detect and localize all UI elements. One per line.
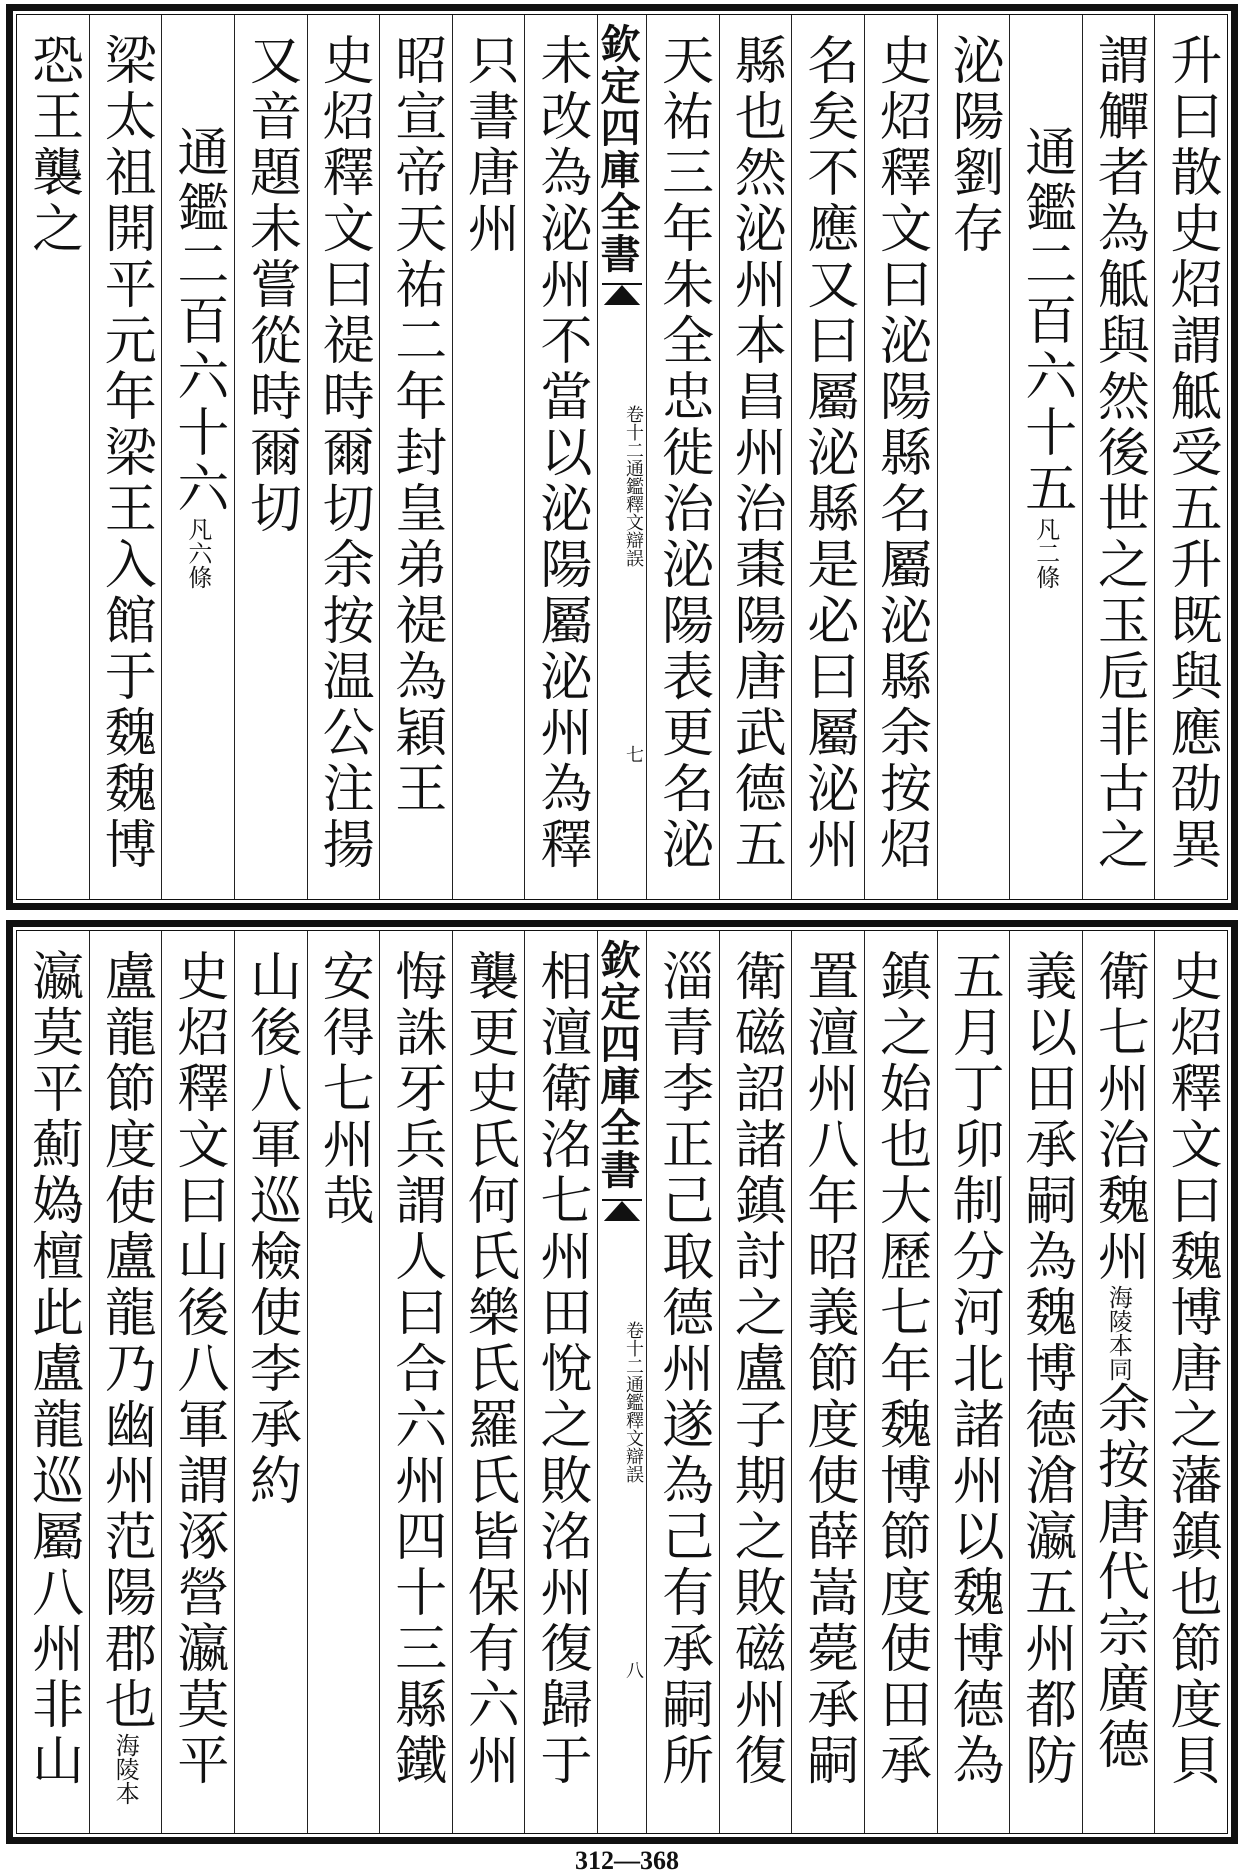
text-column: [1009, 931, 1082, 1833]
text-column: [719, 15, 792, 899]
column-text: 山後八軍巡檢使李承約: [240, 949, 301, 1509]
text-column: [524, 931, 597, 1833]
text-column: [379, 15, 452, 899]
gutter-book-title: 欽定四庫全書: [594, 23, 641, 275]
text-column: [307, 15, 380, 899]
text-column: [864, 931, 937, 1833]
column-text: 鎮之始也大歷七年魏博節度使田承: [870, 949, 931, 1789]
annotation-note: 海陵本: [111, 1733, 140, 1805]
text-column: [937, 931, 1010, 1833]
column-text: 梁太祖開平元年梁王入館于魏魏博: [95, 33, 156, 873]
column-text: 通鑑二百六十五: [1015, 125, 1076, 517]
text-column: [452, 931, 525, 1833]
column-text: 昭宣帝天祐二年封皇弟禔為穎王: [385, 33, 446, 817]
column-text: 謂觶者為觝與然後世之玉卮非古之: [1088, 33, 1149, 873]
column-text: 相澶衛洺七州田悅之敗洺州復歸于: [531, 949, 591, 1789]
text-column: [89, 15, 162, 899]
bottom-page: [6, 920, 1238, 1844]
column-text: 縣也然泌州本昌州治棗陽唐武德五: [725, 33, 786, 873]
column-text: 只書唐州: [458, 33, 519, 257]
column-text-tail: 余按唐代宗廣德: [1088, 1381, 1149, 1773]
text-column: [234, 931, 307, 1833]
annotation-note: 凡六條: [183, 517, 212, 589]
column-text: 安得七州哉: [313, 949, 374, 1229]
column-text: 通鑑二百六十六: [167, 125, 228, 517]
text-column: [17, 931, 89, 1833]
column-text: 泌陽劉存: [943, 33, 1004, 257]
text-column: [719, 931, 792, 1833]
column-text: 名矣不應又曰屬泌縣是必曰屬泌州: [797, 33, 858, 873]
column-text: 史炤釋文曰禔時爾切余按温公注揚: [313, 33, 374, 873]
column-text: 悔誅牙兵謂人曰合六州四十三縣鐵: [385, 949, 446, 1789]
column-text: 史炤釋文曰山後八軍謂涿營瀛莫平: [167, 949, 228, 1789]
text-column: [791, 931, 864, 1833]
text-column: [1082, 931, 1155, 1833]
column-text: 置澶州八年昭義節度使薛嵩薨承嗣: [797, 949, 858, 1789]
text-column: [17, 15, 89, 899]
center-gutter: [594, 15, 646, 899]
gutter-page-number: 八: [623, 1661, 644, 1679]
column-text: 未改為泌州不當以泌陽屬泌州為釋: [531, 33, 591, 873]
column-text: 義以田承嗣為魏博德滄瀛五州都防: [1015, 949, 1076, 1789]
gutter-book-title: 欽定四庫全書: [594, 939, 641, 1191]
column-text: 升曰散史炤謂觝受五升既與應劭異: [1161, 33, 1221, 873]
center-gutter: [594, 931, 646, 1833]
column-text: 史炤釋文曰魏博唐之藩鎮也節度貝: [1161, 949, 1221, 1789]
text-column: [234, 15, 307, 899]
gutter-subtitle: 卷十二通鑑釋文辯誤: [623, 1321, 644, 1483]
text-column: [864, 15, 937, 899]
annotation-note: 海陵本同: [1104, 1285, 1133, 1381]
text-column: [646, 931, 719, 1833]
column-text: 盧龍節度使盧龍乃幽州范陽郡也: [95, 949, 156, 1733]
text-column: [452, 15, 525, 899]
column-text: 五月丁卯制分河北諸州以魏博德為: [943, 949, 1004, 1789]
text-column: [307, 931, 380, 1833]
top-page-columns: [16, 14, 1228, 900]
column-text: 史炤釋文曰泌陽縣名屬泌縣余按炤: [870, 33, 931, 873]
text-column: [524, 15, 597, 899]
text-column: [646, 15, 719, 899]
text-column: [937, 15, 1010, 899]
column-text: 衛磁詔諸鎮討之盧子期之敗磁州復: [725, 949, 786, 1789]
text-column: [1082, 15, 1155, 899]
text-column: [161, 931, 234, 1833]
column-text: 襲更史氏何氏樂氏羅氏皆保有六州: [458, 949, 519, 1789]
gutter-page-number: 七: [623, 745, 644, 763]
fishtail-mark-icon: [602, 1199, 642, 1241]
text-column: [791, 15, 864, 899]
column-text: 淄青李正己取德州遂為己有承嗣所: [652, 949, 713, 1789]
top-page: [6, 4, 1238, 910]
text-column: [1009, 15, 1082, 899]
text-column: [1154, 931, 1227, 1833]
column-text: 又音題未嘗從時爾切: [240, 33, 301, 537]
column-text: 衛七州治魏州: [1088, 949, 1149, 1285]
gutter-subtitle: 卷十二通鑑釋文辯誤: [623, 405, 644, 567]
catalog-number: 312—368: [575, 1846, 679, 1875]
fishtail-mark-icon: [602, 283, 642, 325]
annotation-note: 凡二條: [1031, 517, 1060, 589]
text-column: [379, 931, 452, 1833]
text-column: [89, 931, 162, 1833]
text-column: [161, 15, 234, 899]
bottom-page-columns: [16, 930, 1228, 1834]
text-column: [1154, 15, 1227, 899]
column-text: 天祐三年朱全忠徙治泌陽表更名泌: [652, 33, 713, 873]
column-text: 瀛莫平薊媯檀此盧龍巡屬八州非山: [22, 949, 83, 1789]
column-text: 恐王襲之: [22, 33, 83, 257]
